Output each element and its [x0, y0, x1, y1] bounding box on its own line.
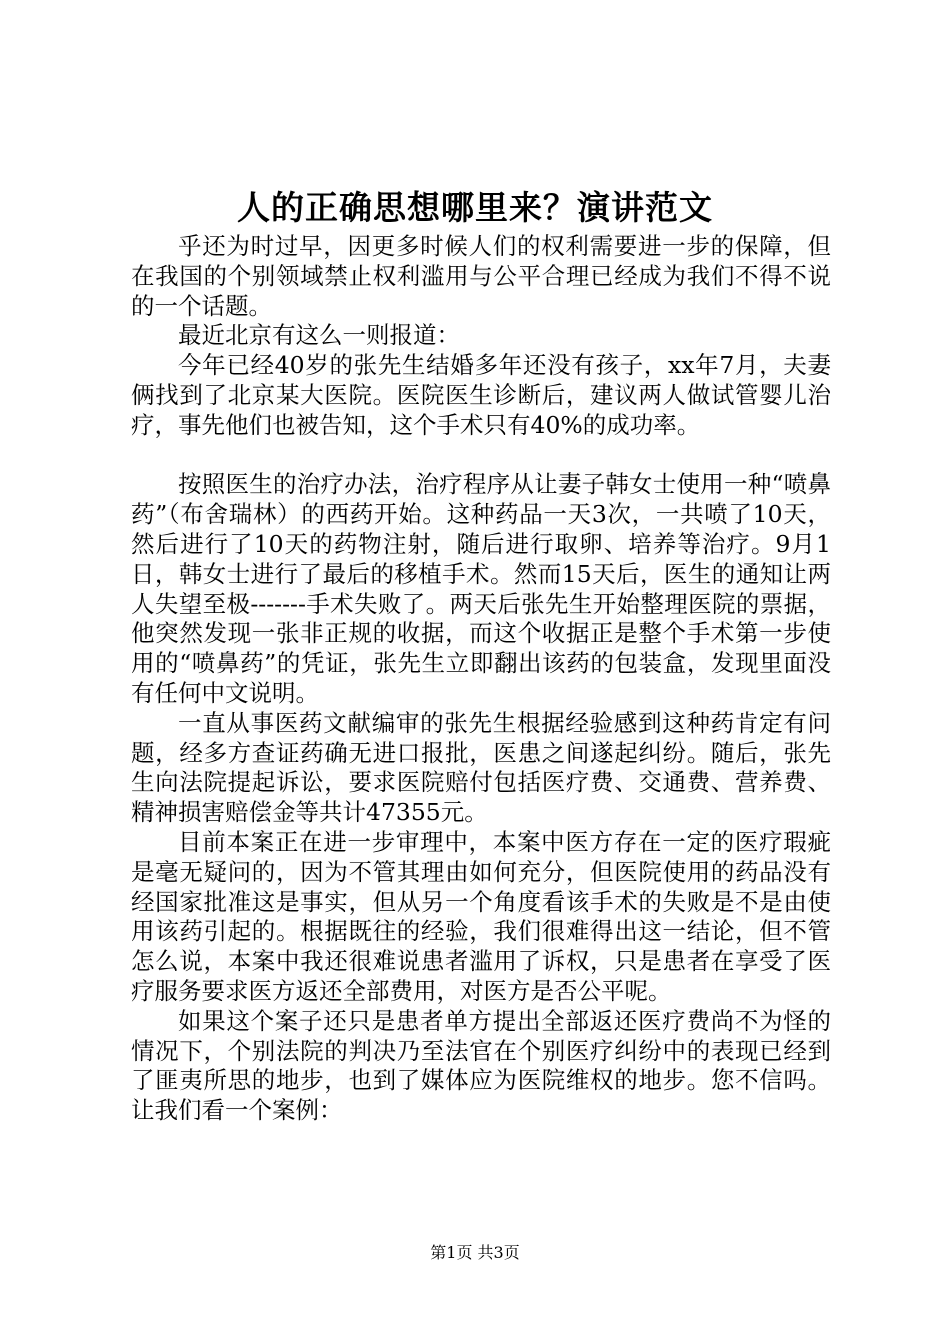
- blank-line: [131, 441, 831, 471]
- page-footer: 第1页 共3页: [430, 1243, 520, 1262]
- paragraph-lawsuit: 一直从事医药文献编审的张先生根据经验感到这种药肯定有问题，经多方查证药确无进口报批，医患之间遂起纠纷。随后，张先生向法院提起诉讼，要求医院赔付包括医疗费、交通费、营养费、精神损害赔偿金等共计47355元。: [131, 708, 831, 827]
- paragraph-analysis: 目前本案正在进一步审理中，本案中医方存在一定的医疗瑕疵是毫无疑问的，因为不管其理由如何充分，但医院使用的药品没有经国家批准这是事实，但从另一个角度看该手术的失败是不是由使用该药引起的。根据既往的经验，我们很难得出这一结论，但不管怎么说，本案中我还很难说患者滥用了诉权，只是患者在享受了医疗服务要求医方返还全部费用，对医方是否公平呢。: [131, 827, 831, 1005]
- document-title: 人的正确思想哪里来？演讲范文: [237, 188, 713, 227]
- paragraph-intro: 乎还为时过早，因更多时候人们的权利需要进一步的保障，但在我国的个别领域禁止权利滥用与公平合理已经成为我们不得不说的一个话题。: [131, 232, 831, 320]
- paragraph-report-lead: 最近北京有这么一则报道：: [178, 321, 460, 350]
- document-body: [131, 232, 831, 1126]
- paragraph-transition: 如果这个案子还只是患者单方提出全部返还医疗费尚不为怪的情况下，个别法院的判决乃至法官在个别医疗纠纷中的表现已经到了匪夷所思的地步，也到了媒体应为医院维权的地步。您不信吗。让我们看一个案例：: [131, 1006, 831, 1125]
- paragraph-treatment-details: 按照医生的治疗办法，治疗程序从让妻子韩女士使用一种“喷鼻药”（布舍瑞林）的西药开始。这种药品一天3次，一共喷了10天，然后进行了10天的药物注射，随后进行取卵、培养等治疗。9月1日，韩女士进行了最后的移植手术。然而15天后，医生的通知让两人失望至极-------手术失败了。两天后张先生开始整理医院的票据，他突然发现一张非正规的收据，而这个收据正是整个手术第一步使用的“喷鼻药”的凭证，张先生立即翻出该药的包装盒，发现里面没有任何中文说明。: [131, 470, 831, 707]
- paragraph-case-background: 今年已经40岁的张先生结婚多年还没有孩子，xx年7月，夫妻俩找到了北京某大医院。医院医生诊断后，建议两人做试管婴儿治疗，事先他们也被告知，这个手术只有40%的成功率。: [131, 351, 831, 439]
